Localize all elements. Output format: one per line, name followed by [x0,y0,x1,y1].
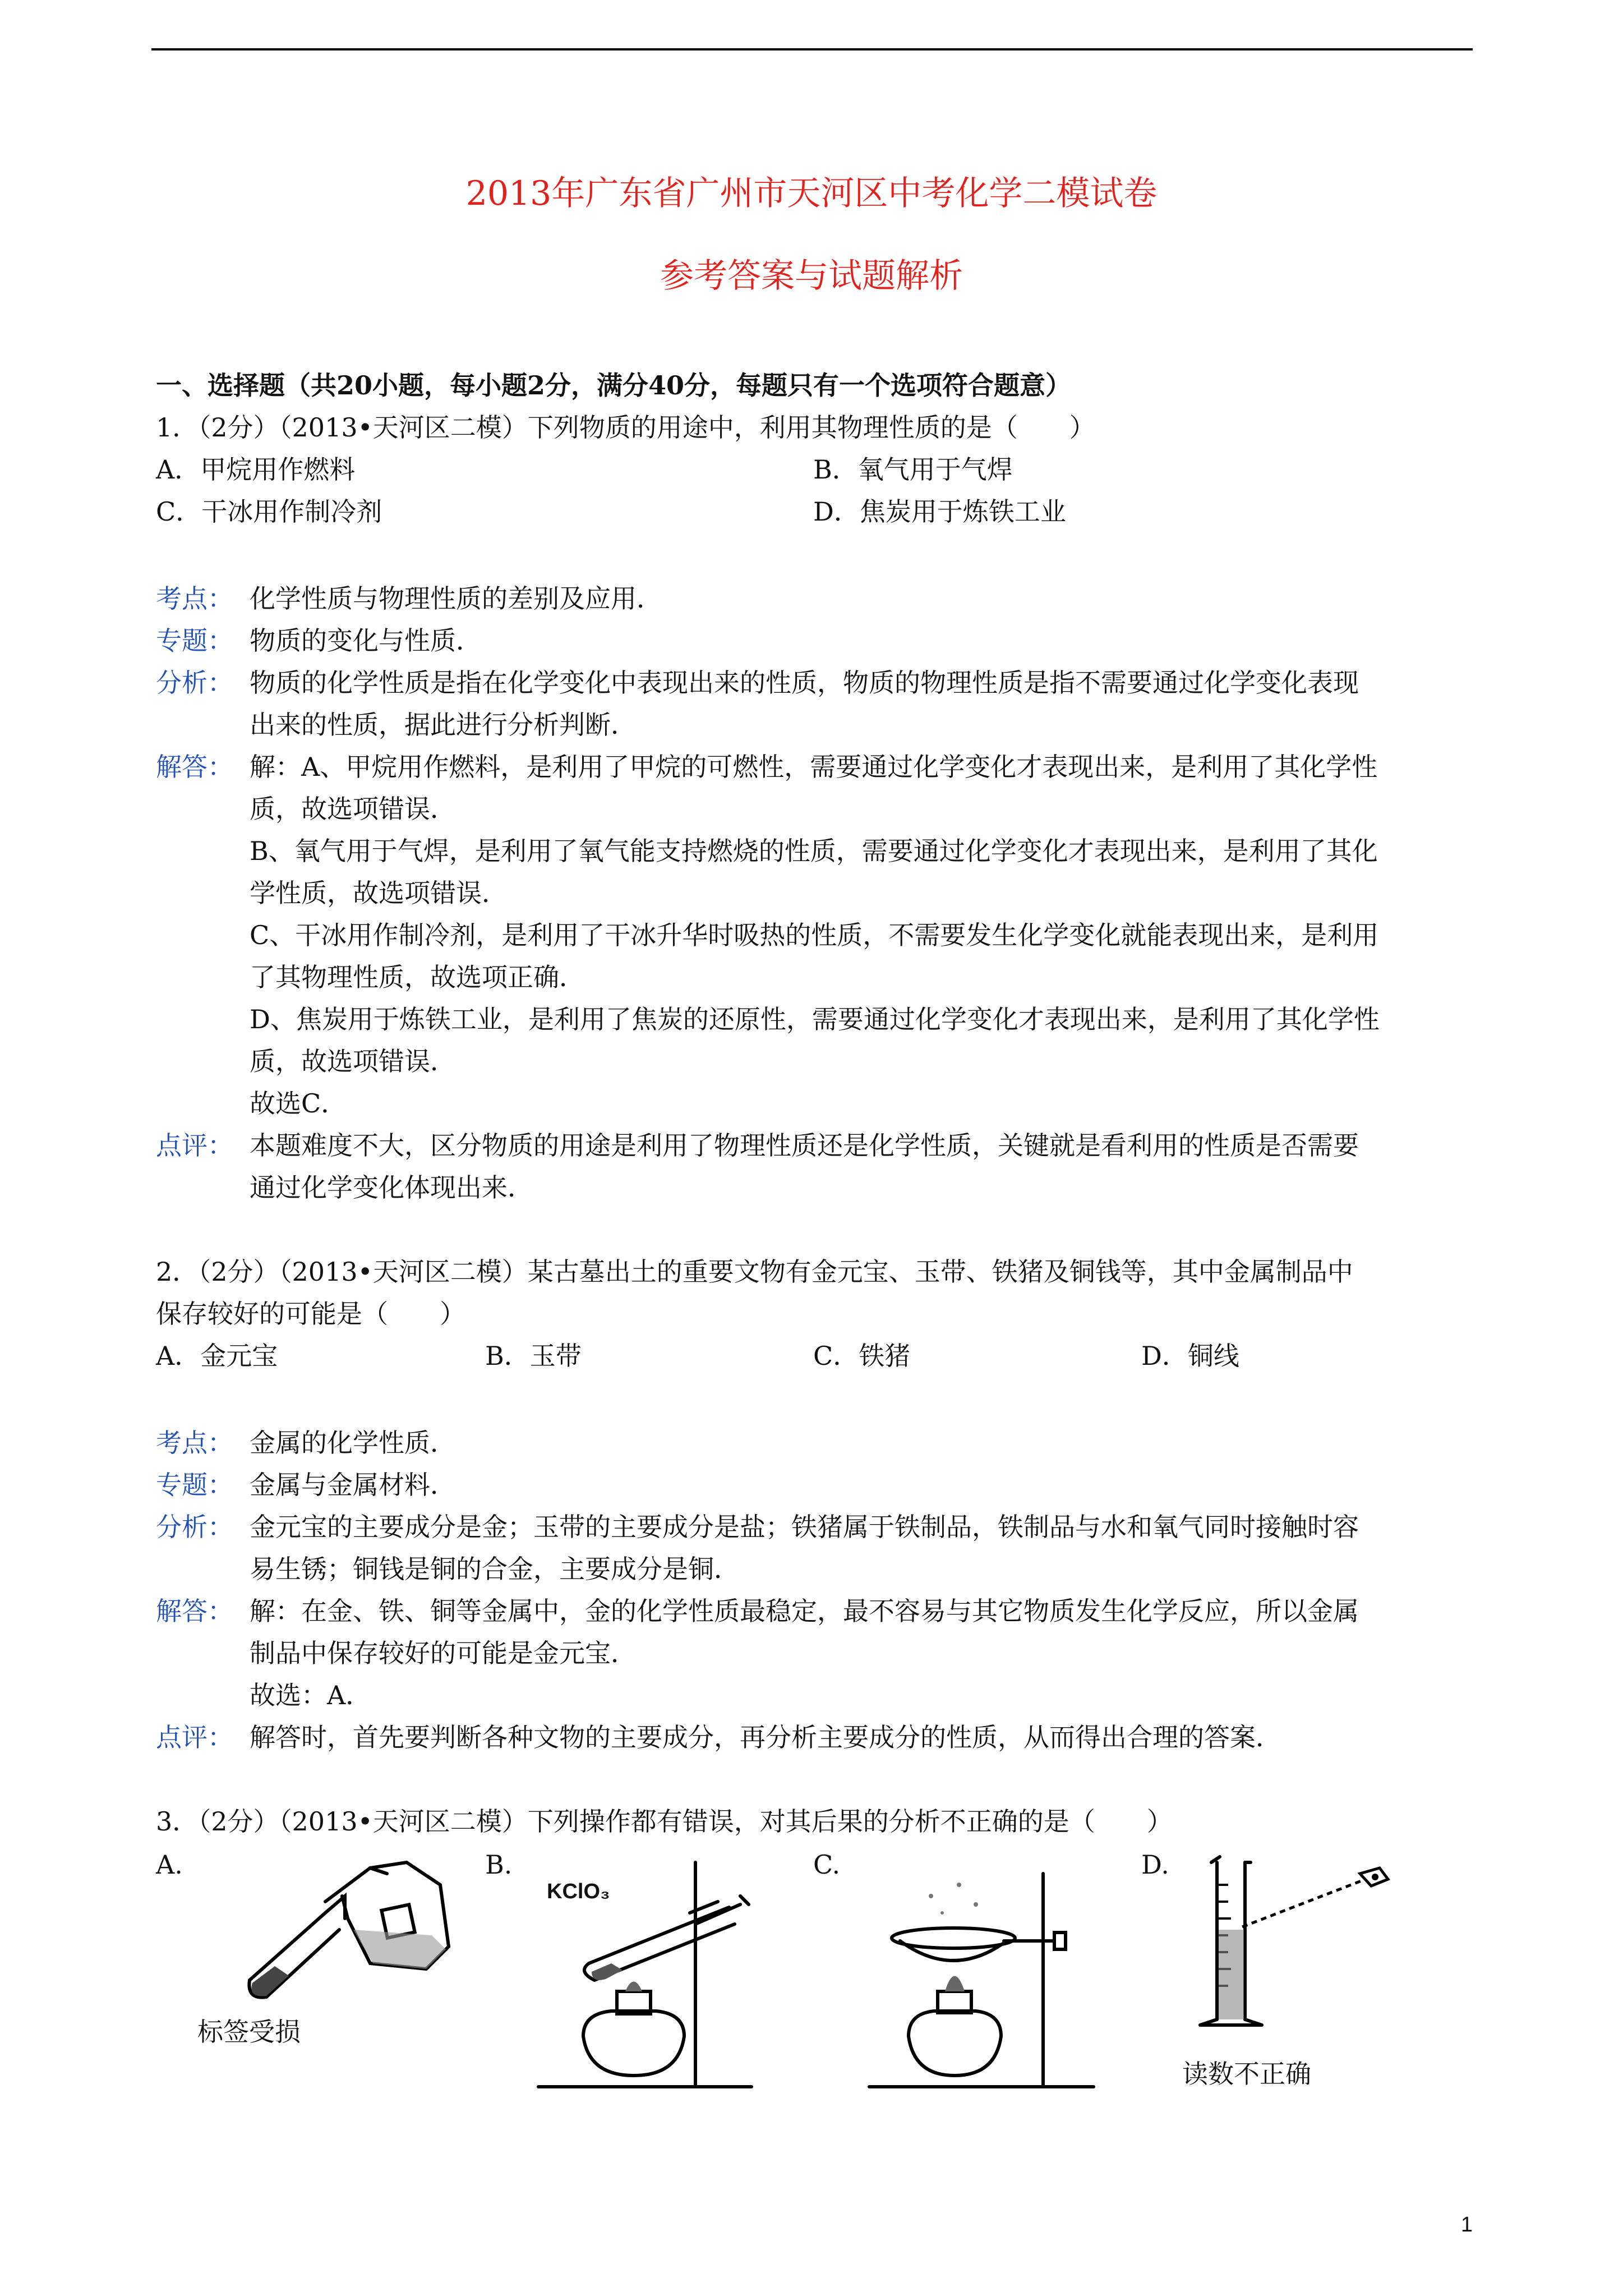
q1-jieda-line: 故选C． [250,1088,347,1119]
page-title: 2013年广东省广州市天河区中考化学二模试卷 [465,174,1158,213]
section-heading: 一、选择题（共20小题，每小题2分，满分40分，每题只有一个选项符合题意） [156,370,1072,401]
q1-fenxi-line: 出来的性质，据此进行分析判断． [250,710,637,740]
q1-option-a: A．甲烷用作燃料 [156,454,356,485]
q2-option-a: A．金元宝 [156,1341,278,1371]
q2-fenxi-line: 金元宝的主要成分是金；玉带的主要成分是盐；铁猪属于铁制品，铁制品与水和氧气同时接触时容 [250,1512,1359,1542]
q2-jieda-line: 制品中保存较好的可能是金元宝． [250,1638,637,1668]
q2-option-b: B．玉带 [485,1341,582,1371]
q1-zhuanti-label: 专题： [156,625,233,656]
q2-jieda-line: 故选：A． [250,1680,372,1710]
q1-jieda-line: D、焦炭用于炼铁工业，是利用了焦炭的还原性，需要通过化学变化才表现出来，是利用了其化学性 [250,1004,1380,1034]
q1-fenxi-label: 分析： [156,668,233,698]
q3-letter-a: A. [156,1849,183,1880]
q2-dianping-label: 点评： [156,1722,233,1752]
figure-a-caption: 标签受损 [197,2017,301,2047]
q3-letter-b: B. [485,1849,513,1880]
q1-jieda-line: 学性质，故选项错误． [250,878,508,908]
q1-kaodian-label: 考点： [156,583,233,614]
q1-jieda-line: 解：A、甲烷用作燃料，是利用了甲烷的可燃性，需要通过化学变化才表现出来，是利用了其化学性 [250,752,1378,782]
q1-stem: 1．（2分）（2013•天河区二模）下列物质的用途中，利用其物理性质的是（ ） [156,412,1095,443]
q1-dianping-line: 本题难度不大，区分物质的用途是利用了物理性质还是化学性质，关键就是看利用的性质是否需要 [250,1130,1359,1161]
q2-jieda-line: 解：在金、铁、铜等金属中，金的化学性质最稳定，最不容易与其它物质发生化学反应，所以金属 [250,1596,1359,1626]
figure-c-evaporation [858,1862,1138,2098]
q1-dianping-line: 通过化学变化体现出来． [250,1172,533,1203]
q2-kaodian: 金属的化学性质． [250,1428,456,1458]
q1-jieda-line: 了其物理性质，故选项正确． [250,962,585,992]
q2-jieda-label: 解答： [156,1596,233,1626]
q2-fenxi-line: 易生锈；铜钱是铜的合金，主要成分是铜． [250,1554,740,1584]
page-subtitle: 参考答案与试题解析 [660,256,963,296]
q1-jieda-line: C、干冰用作制冷剂，是利用了干冰升华时吸热的性质，不需要发生化学变化就能表现出来，是利用 [250,920,1379,950]
q1-dianping-label: 点评： [156,1130,233,1161]
q1-option-d: D．焦炭用于炼铁工业 [813,496,1066,527]
q3-stem: 3．（2分）（2013•天河区二模）下列操作都有错误，对其后果的分析不正确的是（ ） [156,1806,1173,1837]
q2-stem-line: 保存较好的可能是（ ） [156,1299,465,1329]
q1-fenxi-line: 物质的化学性质是指在化学变化中表现出来的性质，物质的物理性质是指不需要通过化学变化表现 [250,668,1359,698]
q3-letter-c: C. [813,1849,841,1880]
figure-a-pouring [185,1851,465,2019]
kclo3-label: KClO₃ [547,1880,610,1903]
q2-fenxi-label: 分析： [156,1512,233,1542]
q1-zhuanti: 物质的变化与性质． [250,625,482,656]
q1-option-c: C．干冰用作制冷剂 [156,496,382,527]
q2-dianping: 解答时，首先要判断各种文物的主要成分，再分析主要成分的性质，从而得出合理的答案． [250,1722,1281,1752]
q1-option-b: B．氧气用于气焊 [813,454,1013,485]
q2-zhuanti: 金属与金属材料． [250,1470,456,1500]
q1-jieda-label: 解答： [156,752,233,782]
q2-kaodian-label: 考点： [156,1428,233,1458]
q2-option-c: C．铁猪 [813,1341,911,1371]
figure-d-cylinder [1178,1851,1402,2042]
page-number: 1 [1460,2213,1473,2237]
header-rule [151,48,1473,50]
q2-stem-line: 2．（2分）（2013•天河区二模）某古墓出土的重要文物有金元宝、玉带、铁猪及铜钱等，其中金属制品中 [156,1257,1353,1287]
q1-jieda-line: B、氧气用于气焊，是利用了氧气能支持燃烧的性质，需要通过化学变化才表现出来，是利用了其化 [250,836,1378,866]
q2-zhuanti-label: 专题： [156,1470,233,1500]
q2-option-d: D．铜线 [1141,1341,1239,1371]
q1-jieda-line: 质，故选项错误． [250,794,456,824]
q3-letter-d: D. [1141,1849,1169,1880]
q1-kaodian: 化学性质与物理性质的差别及应用． [250,583,662,614]
q1-jieda-line: 质，故选项错误． [250,1046,456,1076]
figure-d-caption: 读数不正确 [1182,2059,1311,2089]
